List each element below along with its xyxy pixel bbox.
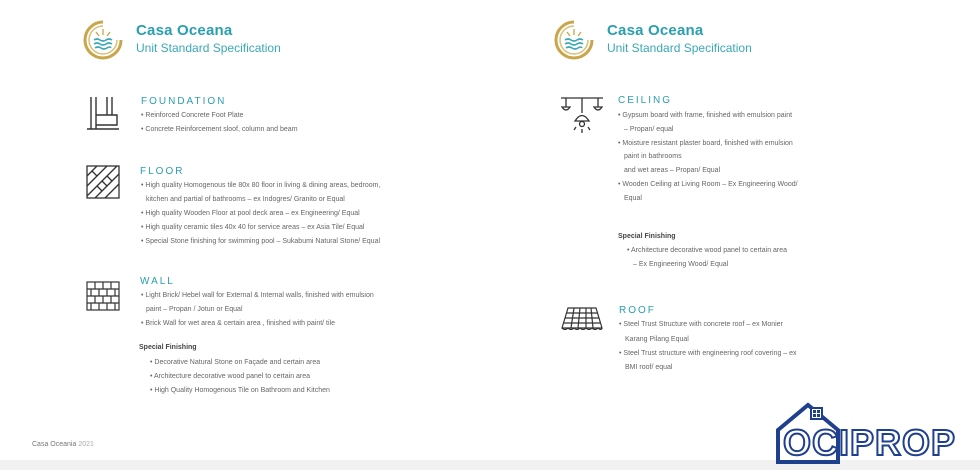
special-finishing-line: • Architecture decorative wood panel to certain area [150,373,311,380]
floor-line: • Special Stone finishing for swimming pool – Sukabumi Natural Stone/ Equal [141,238,381,245]
floor-line: • High quality Homogenous tile 80x 80 floor in living & dining areas, bedroom, [141,182,381,189]
special-finishing-heading: Special Finishing [139,344,197,351]
wall-line: paint – Propan / Jotun or Equal [146,306,243,313]
ceiling-line: and wet areas – Propan/ Equal [624,167,721,174]
roof-line: Karang Pilang Equal [625,336,689,343]
footer-name: Casa Oceania [32,441,77,448]
floor-title: FLOOR [140,166,185,177]
floor-line: • High quality Wooden Floor at pool deck area – ex Engineering/ Equal [141,210,360,217]
foundation-line: • Reinforced Concrete Foot Plate [141,112,244,119]
left-page [0,0,490,460]
special-finishing-line: • Architecture decorative wood panel to certain area [627,247,788,254]
special-finishing-line: – Ex Engineering Wood/ Equal [633,261,729,268]
ceiling-line: • Moisture resistant plaster board, finished with emulsion [618,140,793,147]
roof-line: • Steel Trust Structure with concrete roof – ex Monier [619,321,783,328]
special-finishing-heading: Special Finishing [618,233,676,240]
floor-line: • High quality ceramic tiles 40x 40 for service areas – ex Asia Tile/ Equal [141,224,365,231]
casa-oceana-logo [83,20,123,60]
foundation-title: FOUNDATION [141,96,227,107]
brand-subtitle: Unit Standard Specification [607,41,752,55]
footer-year: 2021 [78,441,94,448]
wall-line: • Light Brick/ Hebel wall for External & Internal walls, finished with emulsion [141,292,374,299]
wall-title: WALL [140,276,175,287]
watermark [775,402,975,464]
brand-name: Casa Oceana [136,22,233,39]
casa-oceana-logo [554,20,594,60]
ceiling-title: CEILING [618,95,673,106]
roof-icon [560,306,604,330]
foundation-icon [86,95,120,131]
ceiling-line: Equal [624,195,642,202]
ceiling-icon [560,95,604,139]
wall-line: • Brick Wall for wet area & certain area , finished with paint/ tile [141,320,335,327]
brand-name: Casa Oceana [607,22,704,39]
ceiling-line: paint in bathrooms [624,153,682,160]
ceiling-line: • Wooden Ceiling at Living Room – Ex Engineering Wood/ [618,181,798,188]
roof-title: ROOF [619,305,656,316]
ceiling-line: – Propan/ equal [624,126,674,133]
special-finishing-line: • High Quality Homogenous Tile on Bathroom and Kitchen [150,387,330,394]
special-finishing-line: • Decorative Natural Stone on Façade and certain area [150,359,321,366]
foundation-line: • Concrete Reinforcement sloof, column and beam [141,126,298,133]
ceiling-line: • Gypsum board with frame, finished with emulsion paint [618,112,793,119]
page-footer [32,441,94,448]
roof-line: BMI roof/ equal [625,364,673,371]
roof-line: • Steel Trust structure with engineering roof covering – ex [619,350,797,357]
wall-icon [86,281,120,311]
floor-line: kitchen and partial of bathrooms – ex Indogres/ Granito or Equal [146,196,345,203]
brand-subtitle: Unit Standard Specification [136,41,281,55]
watermark-text: OCIPROP [783,422,957,463]
floor-icon [86,165,120,199]
right-page [490,0,980,463]
